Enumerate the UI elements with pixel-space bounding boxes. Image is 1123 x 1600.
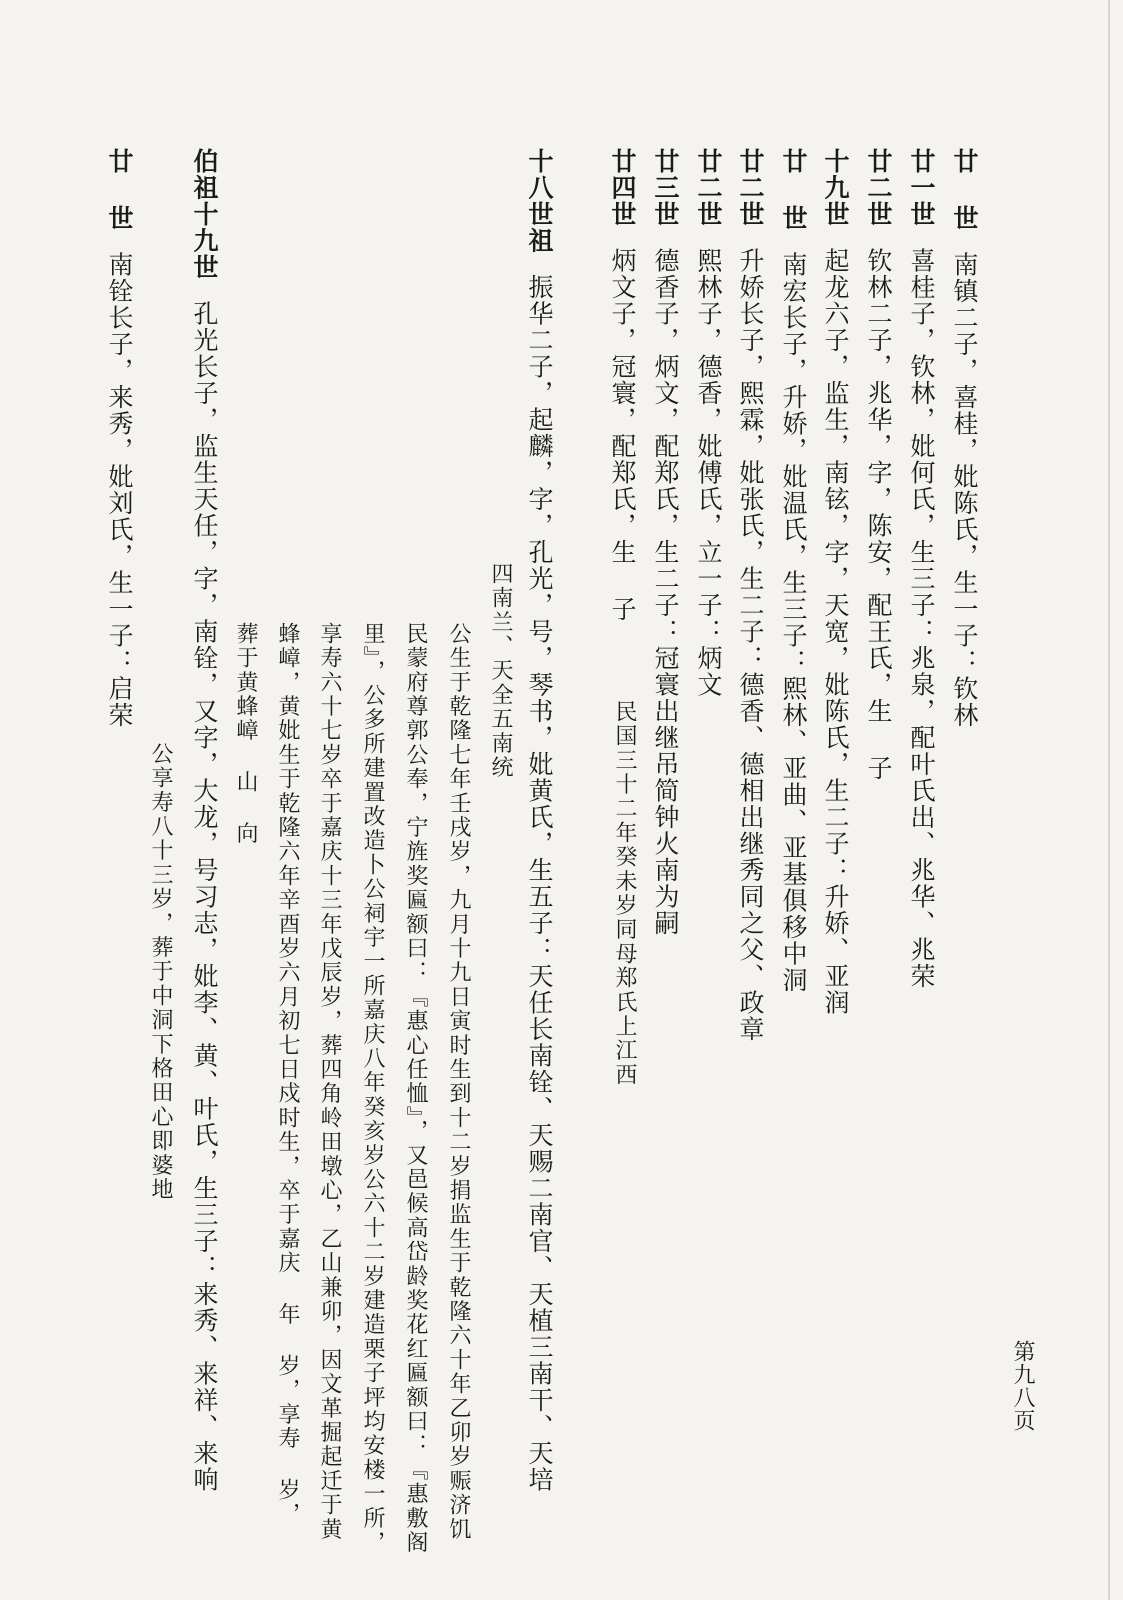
generation-label: 廿 世 (105, 148, 134, 232)
generation-label: 廿二世 (736, 148, 765, 228)
generation-label: 廿 世 (779, 148, 808, 232)
generation-label: 伯祖十九世 (190, 148, 219, 281)
generation-label: 廿二世 (864, 148, 893, 228)
entry-text: 南铨长子，来秀，妣刘氏，生一子：启荣 (105, 251, 134, 729)
entry-text: 起龙六子，监生，南铉，字，天宽，妣陈氏，生二子：升娇、亚润 (821, 247, 850, 1016)
entry-text: 南镇二子，喜桂，妣陈氏，生一子：钦林 (950, 251, 979, 729)
entry-text: 振华二子，起麟，字，孔光，号，琴书，妣黄氏，生五子：天任长南铨、天赐二南官、天植三南干、天培 (525, 274, 554, 1493)
generation-label: 廿一世 (907, 148, 936, 228)
page-fold-line (1108, 0, 1110, 1600)
entry-2 (904, 148, 938, 990)
entry-5 (776, 148, 810, 994)
entry-9 (605, 148, 639, 623)
uncle-entry (187, 148, 221, 1493)
uncle-entry-note: 公享寿八十三岁，葬于中洞下格田心即婆地 (148, 742, 173, 1202)
biography-line: 里』，公多所建置改造卜公祠宇一所嘉庆八年癸亥岁公六十二岁建造栗子坪均安楼一所， (360, 622, 385, 1555)
entry-8 (648, 148, 682, 937)
entry-6 (733, 148, 767, 1043)
generation-label: 廿三世 (651, 148, 680, 228)
entry-9-note: 民国三十二年癸未岁同母郑氏上江西 (612, 700, 637, 1088)
generation-label: 廿四世 (608, 148, 637, 228)
generation-label: 十八世祖 (525, 148, 554, 254)
biography-line: 享寿六十七岁卒于嘉庆十三年戊辰岁，葬四角岭田墩心，乙山兼卯，因文革掘起迁于黄 (317, 622, 342, 1542)
entry-text: 钦林二子，兆华，字，陈安，配王氏，生 子 (864, 247, 893, 782)
entry-text: 孔光长子，监生天任，字，南铨，又字，大龙，号习志，妣李、黄、叶氏，生三子：来秀、来祥、来响 (190, 300, 219, 1493)
entry-text: 德香子，炳文，配郑氏，生二子：冠寰出继吊简钟火南为嗣 (651, 247, 680, 937)
page-number: 第九八页 (1010, 1340, 1035, 1432)
generation-label: 廿 世 (950, 148, 979, 232)
entry-text: 喜桂子，钦林，妣何氏，生三子：兆泉，配叶氏出、兆华、兆荣 (907, 247, 936, 990)
main-entry-continuation: 四南兰、天全五南统 (488, 562, 513, 780)
last-entry (102, 148, 136, 729)
entry-4 (818, 148, 852, 1016)
generation-label: 十九世 (821, 148, 850, 228)
generation-label: 廿二世 (694, 148, 723, 228)
entry-text: 熙林子，德香，妣傅氏，立一子：炳文 (694, 247, 723, 698)
entry-text: 炳文子，冠寰，配郑氏，生 子 (608, 247, 637, 623)
biography-line: 民蒙府尊郭公奉，宁旌奖匾额曰：『惠心任恤』，又邑候高岱龄奖花红匾额曰：『惠敷阁 (403, 622, 428, 1555)
entry-7 (691, 148, 725, 698)
entry-1 (947, 148, 981, 729)
main-entry (522, 148, 556, 1493)
entry-text: 南宏长子，升娇，妣温氏，生三子：熙林、亚曲、亚基俱移中洞 (779, 251, 808, 994)
entry-3 (861, 148, 895, 782)
entry-text: 升娇长子，熙霖，妣张氏，生二子：德香、德相出继秀同之父、政章 (736, 247, 765, 1043)
biography-line: 公生于乾隆七年壬戌岁，九月十九日寅时生到十二岁捐监生于乾隆六十年乙卯岁赈济饥 (446, 622, 471, 1542)
biography-line: 蜂嶂，黄妣生于乾隆六年辛酉岁六月初七日戍时生，卒于嘉庆 年 岁，享寿 岁， (275, 622, 300, 1527)
biography-line: 葬于黄蜂嶂 山 向 (233, 622, 258, 846)
